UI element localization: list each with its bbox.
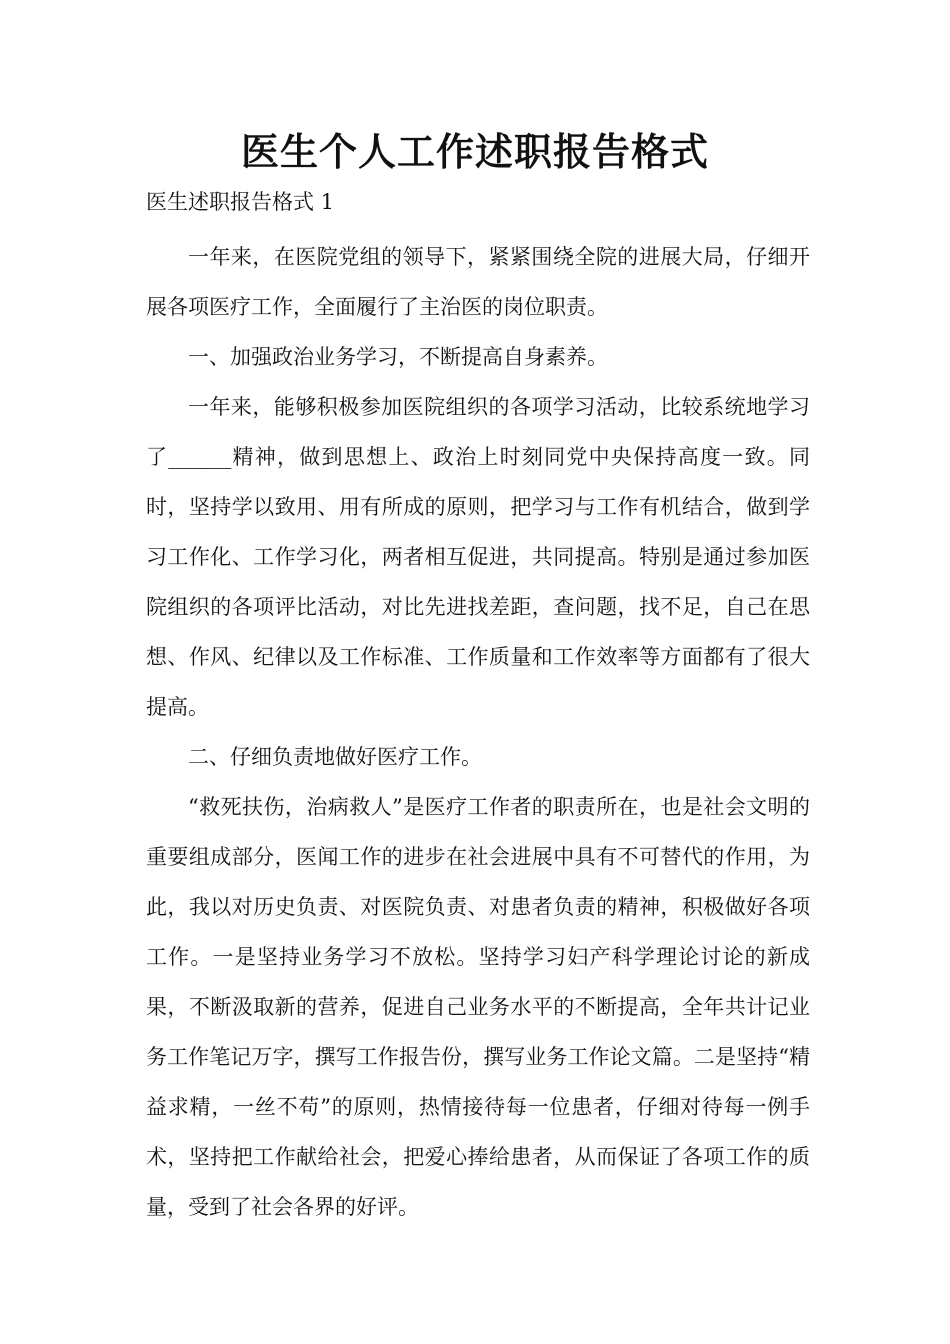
document-subtitle: 医生述职报告格式 1	[146, 190, 335, 214]
section-heading-2: 二、仔细负责地做好医疗工作。	[188, 745, 482, 769]
section-heading-1: 一、加强政治业务学习，不断提高自身素养。	[188, 345, 608, 369]
paragraph-medical-work: “救死扶伤，治病救人”是医疗工作者的职责所在，也是社会文明的重要组成部分，医闻工作的进步在社会进展中具有不可替代的作用，为此，我以对历史负责、对医院负责、对患者负责的精神，积极做好各项工作。一是坚持业务学习不放松。坚持学习妇产科学理论讨论的新成果，不断汲取新的营养，促进自己业务水平的不断提高，全年共计记业务工作笔记万字，撰写工作报告份，撰写业务工作论文篇。二是坚持“精益求精，一丝不苟”的原则，热情接待每一位患者，仔细对待每一例手术，坚持把工作献给社会，把爱心捧给患者，从而保证了各项工作的质量，受到了社会各界的好评。	[146, 795, 810, 1219]
paragraph-study: 一年来，能够积极参加医院组织的各项学习活动，比较系统地学习了______精神，做到思想上、政治上时刻同党中央保持高度一致。同时，坚持学以致用、用有所成的原则，把学习与工作有机结合，做到学习工作化、工作学习化，两者相互促进，共同提高。特别是通过参加医院组织的各项评比活动，对比先进找差距，查问题，找不足，自己在思想、作风、纪律以及工作标准、工作质量和工作效率等方面都有了很大提高。	[146, 395, 810, 719]
paragraph-intro: 一年来，在医院党组的领导下，紧紧围绕全院的进展大局，仔细开展各项医疗工作，全面履行了主治医的岗位职责。	[146, 245, 810, 319]
document-title: 医生个人工作述职报告格式	[240, 129, 709, 174]
document-body	[146, 232, 810, 1232]
